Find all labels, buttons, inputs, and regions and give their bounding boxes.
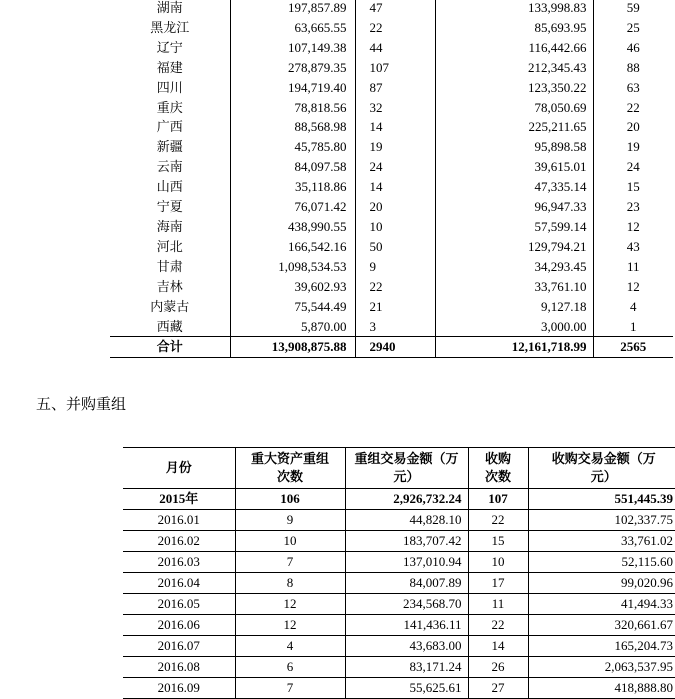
amount-cell: 5,870.00 [230, 317, 355, 337]
table-row [123, 678, 675, 699]
restructure-count-cell: 12 [235, 615, 345, 636]
acquisition-amount-cell: 52,115.60 [528, 552, 675, 573]
month-cell: 2016.06 [123, 615, 235, 636]
amount2-cell: 96,947.33 [435, 197, 593, 217]
province-name: 福建 [156, 59, 183, 75]
province-name: 山西 [156, 179, 183, 195]
amount-cell: 1,098,534.53 [230, 257, 355, 277]
amount2-cell: 85,693.95 [435, 18, 593, 38]
count-cell: 21 [355, 297, 435, 317]
count2-cell: 25 [593, 18, 673, 38]
count-cell: 3 [355, 317, 435, 337]
province-name: 四川 [156, 79, 183, 95]
acquisition-amount-cell: 33,761.02 [528, 531, 675, 552]
table-row [123, 552, 675, 573]
amount-cell: 35,118.86 [230, 177, 355, 197]
amount-cell: 88,568.98 [230, 117, 355, 137]
acquisition-count-cell: 22 [468, 615, 528, 636]
province-name: 内蒙古 [150, 298, 190, 314]
total-label: 合计 [110, 337, 230, 358]
count-cell: 14 [355, 177, 435, 197]
restructure-amount-cell: 55,625.61 [345, 678, 468, 699]
count2-cell: 24 [593, 157, 673, 177]
count-cell: 44 [355, 38, 435, 58]
count2-cell: 20 [593, 117, 673, 137]
header-restructure-amount: 重组交易金额（万元） [345, 448, 468, 489]
restructure-amount-cell: 141,436.11 [345, 615, 468, 636]
count2-cell: 12 [593, 217, 673, 237]
ma-table [123, 447, 675, 699]
table-row [110, 197, 673, 217]
table-row [110, 217, 673, 237]
province-name: 西藏 [156, 318, 183, 334]
count-cell: 10 [355, 217, 435, 237]
amount-cell: 76,071.42 [230, 197, 355, 217]
table-row [110, 297, 673, 317]
acquisition-amount-cell: 99,020.96 [528, 573, 675, 594]
count2-cell: 1 [593, 317, 673, 337]
count-cell: 22 [355, 277, 435, 297]
amount2-cell: 39,615.01 [435, 157, 593, 177]
restructure-count-cell: 6 [235, 657, 345, 678]
month-cell: 2016.09 [123, 678, 235, 699]
month-cell: 2016.07 [123, 636, 235, 657]
count-cell: 24 [355, 157, 435, 177]
ma-table-header [123, 448, 675, 489]
count-cell: 50 [355, 237, 435, 257]
amount-cell: 107,149.38 [230, 38, 355, 58]
total-count: 2940 [355, 337, 435, 358]
count2-cell: 63 [593, 78, 673, 98]
restructure-amount-cell: 83,171.24 [345, 657, 468, 678]
count2-cell: 22 [593, 98, 673, 118]
count-cell: 32 [355, 98, 435, 118]
province-name: 广西 [156, 119, 183, 135]
amount2-cell: 9,127.18 [435, 297, 593, 317]
count2-cell: 11 [593, 257, 673, 277]
restructure-amount-cell: 137,010.94 [345, 552, 468, 573]
month-cell: 2016.01 [123, 510, 235, 531]
province-name: 新疆 [156, 139, 183, 155]
province-name: 甘肃 [156, 258, 183, 274]
month-cell: 2015年 [123, 489, 235, 510]
header-acquisition-amount: 收购交易金额（万元） [528, 448, 675, 489]
amount2-cell: 129,794.21 [435, 237, 593, 257]
table-row [110, 277, 673, 297]
count2-cell: 4 [593, 297, 673, 317]
province-name: 辽宁 [156, 39, 183, 55]
table-row [123, 636, 675, 657]
acquisition-amount-cell: 418,888.80 [528, 678, 675, 699]
amount-cell: 63,665.55 [230, 18, 355, 38]
count-cell: 22 [355, 18, 435, 38]
amount2-cell: 212,345.43 [435, 58, 593, 78]
table-row [110, 117, 673, 137]
restructure-count-cell: 7 [235, 552, 345, 573]
amount-cell: 45,785.80 [230, 137, 355, 157]
amount2-cell: 116,442.66 [435, 38, 593, 58]
year-total-row [123, 489, 675, 510]
total-row [110, 337, 673, 358]
restructure-count-cell: 9 [235, 510, 345, 531]
acquisition-count-cell: 22 [468, 510, 528, 531]
acquisition-amount-cell: 2,063,537.95 [528, 657, 675, 678]
count-cell: 47 [355, 0, 435, 18]
amount-cell: 166,542.16 [230, 237, 355, 257]
amount-cell: 438,990.55 [230, 217, 355, 237]
table-row [110, 38, 673, 58]
header-month: 月份 [123, 448, 235, 489]
province-name: 海南 [156, 218, 183, 234]
amount2-cell: 3,000.00 [435, 317, 593, 337]
table-row [110, 98, 673, 118]
acquisition-count-cell: 27 [468, 678, 528, 699]
amount2-cell: 33,761.10 [435, 277, 593, 297]
amount-cell: 84,097.58 [230, 157, 355, 177]
amount2-cell: 57,599.14 [435, 217, 593, 237]
count-cell: 87 [355, 78, 435, 98]
count-cell: 20 [355, 197, 435, 217]
acquisition-count-cell: 15 [468, 531, 528, 552]
count2-cell: 19 [593, 137, 673, 157]
count-cell: 9 [355, 257, 435, 277]
month-cell: 2016.08 [123, 657, 235, 678]
table-row [123, 657, 675, 678]
table-row [110, 78, 673, 98]
acquisition-amount-cell: 320,661.67 [528, 615, 675, 636]
acquisition-amount-cell: 41,494.33 [528, 594, 675, 615]
table-row [110, 237, 673, 257]
section-heading: 五、并购重组 [36, 395, 127, 413]
month-cell: 2016.03 [123, 552, 235, 573]
acquisition-count-cell: 14 [468, 636, 528, 657]
acquisition-count-cell: 107 [468, 489, 528, 510]
count2-cell: 59 [593, 0, 673, 18]
province-name: 吉林 [156, 278, 183, 294]
total-amount: 13,908,875.88 [230, 337, 355, 358]
month-cell: 2016.02 [123, 531, 235, 552]
table-row [123, 573, 675, 594]
province-table [110, 0, 673, 358]
amount-cell: 197,857.89 [230, 0, 355, 18]
count2-cell: 12 [593, 277, 673, 297]
table-row [123, 510, 675, 531]
total-amount2: 12,161,718.99 [435, 337, 593, 358]
restructure-count-cell: 10 [235, 531, 345, 552]
amount-cell: 278,879.35 [230, 58, 355, 78]
amount-cell: 39,602.93 [230, 277, 355, 297]
acquisition-count-cell: 10 [468, 552, 528, 573]
header-restructure-count: 重大资产重组次数 [235, 448, 345, 489]
table-row [123, 615, 675, 636]
acquisition-amount-cell: 165,204.73 [528, 636, 675, 657]
amount2-cell: 123,350.22 [435, 78, 593, 98]
table-row [110, 18, 673, 38]
restructure-amount-cell: 2,926,732.24 [345, 489, 468, 510]
province-name: 重庆 [156, 99, 183, 115]
province-name: 湖南 [156, 0, 183, 15]
province-name: 云南 [156, 159, 183, 175]
amount2-cell: 78,050.69 [435, 98, 593, 118]
amount2-cell: 133,998.83 [435, 0, 593, 18]
amount2-cell: 34,293.45 [435, 257, 593, 277]
month-cell: 2016.04 [123, 573, 235, 594]
amount2-cell: 225,211.65 [435, 117, 593, 137]
table-row [110, 0, 673, 18]
acquisition-count-cell: 17 [468, 573, 528, 594]
restructure-count-cell: 4 [235, 636, 345, 657]
restructure-amount-cell: 234,568.70 [345, 594, 468, 615]
amount2-cell: 95,898.58 [435, 137, 593, 157]
count-cell: 19 [355, 137, 435, 157]
acquisition-count-cell: 11 [468, 594, 528, 615]
restructure-amount-cell: 183,707.42 [345, 531, 468, 552]
total-count2: 2565 [593, 337, 673, 358]
restructure-count-cell: 106 [235, 489, 345, 510]
count2-cell: 88 [593, 58, 673, 78]
count-cell: 107 [355, 58, 435, 78]
table-row [110, 137, 673, 157]
header-acquisition-count: 收购次数 [468, 448, 528, 489]
table-row [123, 531, 675, 552]
table-row [110, 317, 673, 337]
restructure-amount-cell: 44,828.10 [345, 510, 468, 531]
table-row [110, 58, 673, 78]
restructure-amount-cell: 84,007.89 [345, 573, 468, 594]
amount-cell: 194,719.40 [230, 78, 355, 98]
month-cell: 2016.05 [123, 594, 235, 615]
table-row [110, 157, 673, 177]
amount-cell: 75,544.49 [230, 297, 355, 317]
table-row [123, 594, 675, 615]
province-name: 宁夏 [156, 199, 183, 215]
table-row [110, 257, 673, 277]
acquisition-amount-cell: 551,445.39 [528, 489, 675, 510]
amount2-cell: 47,335.14 [435, 177, 593, 197]
acquisition-count-cell: 26 [468, 657, 528, 678]
restructure-count-cell: 7 [235, 678, 345, 699]
count2-cell: 15 [593, 177, 673, 197]
table-row [110, 177, 673, 197]
count-cell: 14 [355, 117, 435, 137]
count2-cell: 46 [593, 38, 673, 58]
count2-cell: 43 [593, 237, 673, 257]
province-name: 黑龙江 [150, 19, 190, 35]
restructure-count-cell: 12 [235, 594, 345, 615]
count2-cell: 23 [593, 197, 673, 217]
restructure-amount-cell: 43,683.00 [345, 636, 468, 657]
amount-cell: 78,818.56 [230, 98, 355, 118]
restructure-count-cell: 8 [235, 573, 345, 594]
acquisition-amount-cell: 102,337.75 [528, 510, 675, 531]
province-name: 河北 [156, 238, 183, 254]
